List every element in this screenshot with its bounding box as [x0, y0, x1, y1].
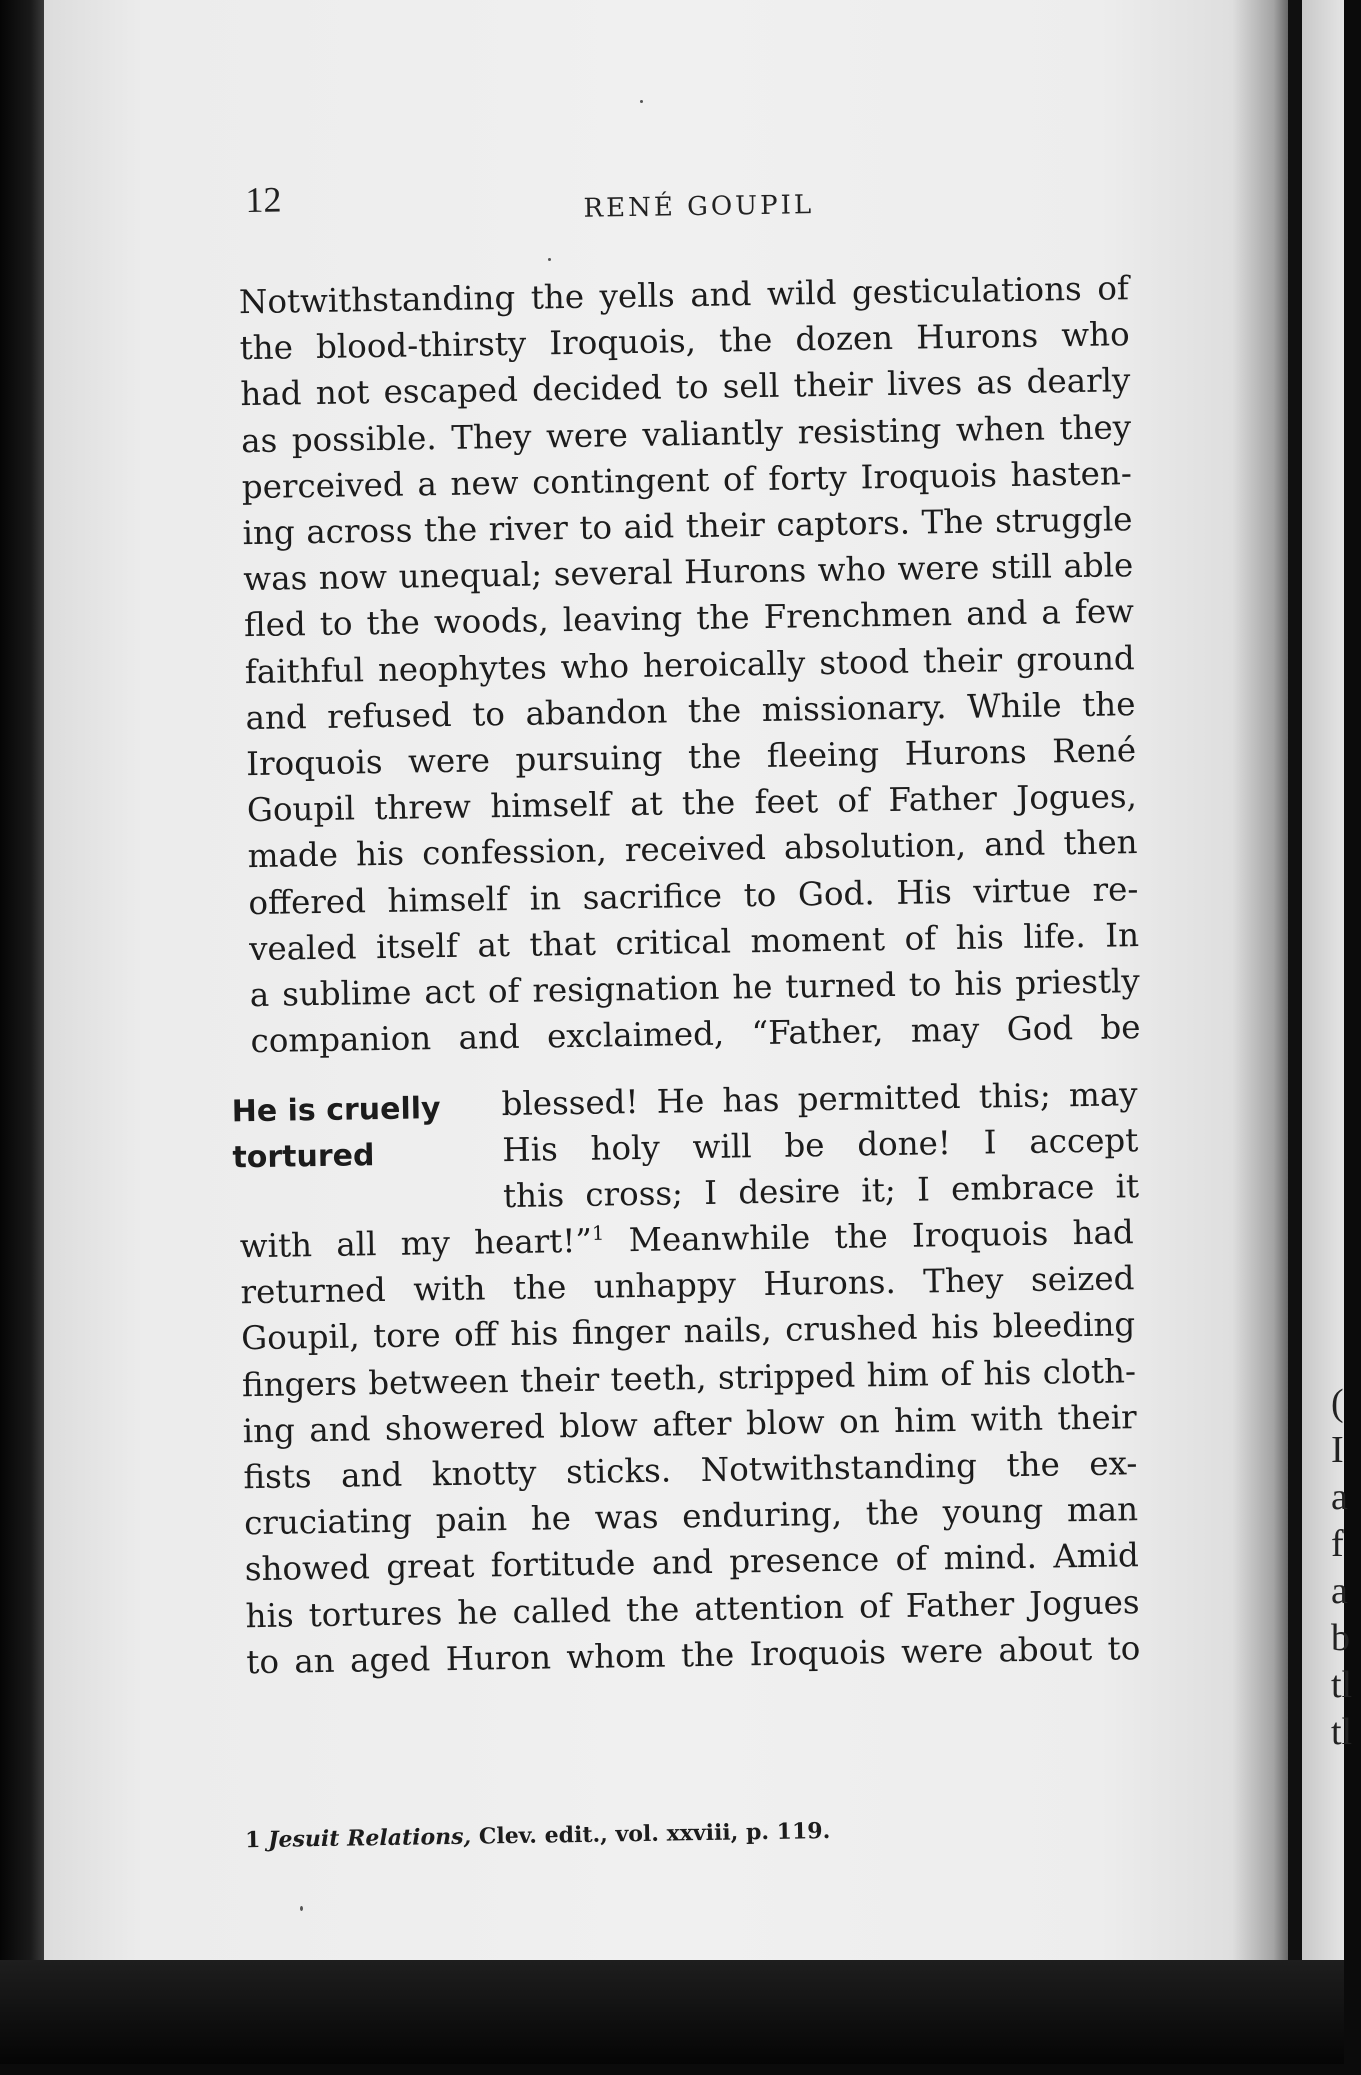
text-line: returned with the unhappy Hurons. They seized	[240, 1259, 1135, 1312]
footnote	[245, 1818, 831, 1853]
scan-speck	[548, 258, 551, 261]
page-number: 12	[245, 179, 282, 221]
next-page-fragment: f	[1331, 1523, 1344, 1565]
text-line: Goupil threw himself at the feet of Father Jogues,	[246, 777, 1138, 830]
text-line: fled to the woods, leaving the Frenchmen and a few	[243, 592, 1135, 645]
scan-speck	[300, 1906, 303, 1911]
text-line: his tortures he called the attention of Father Jogues	[245, 1582, 1140, 1635]
text-line: fingers between their teeth, stripped him of his cloth-	[241, 1351, 1137, 1404]
footnote-reference: 1	[591, 1221, 605, 1245]
text-line: Iroquois were pursuing the fleeing Hurons René	[245, 731, 1137, 784]
text-line: cruciating pain he was enduring, the young man	[243, 1490, 1139, 1543]
margin-note-line: He is cruelly	[231, 1091, 441, 1130]
text-line: ing and showered blow after blow on him with their	[242, 1398, 1137, 1451]
text-line: ing across the river to aid their captors. The struggle	[242, 500, 1133, 553]
margin-note-line: tortured	[232, 1138, 375, 1176]
text-line: showed great fortitude and presence of mind. Amid	[244, 1536, 1140, 1589]
paragraph-bottom	[239, 1209, 1140, 1685]
text-line: this cross; I desire it; I embrace it	[502, 1167, 1140, 1216]
paragraph-top	[239, 265, 1141, 1064]
text-fragment: with all my heart!”	[239, 1221, 593, 1266]
text-line: to an aged Huron whom the Iroquois were about to	[246, 1628, 1141, 1682]
text-fragment: Meanwhile the Iroquois had	[604, 1213, 1134, 1260]
next-page-fragment: tl	[1331, 1664, 1353, 1706]
next-page-fragment: a	[1331, 1570, 1348, 1612]
text-line: as possible. They were valiantly resisting when they	[240, 407, 1132, 460]
text-line: vealed itself at that critical moment of his life. In	[248, 915, 1140, 968]
next-page-fragment: I	[1331, 1429, 1344, 1471]
notched-text-lines	[501, 1071, 1139, 1220]
text-line: offered himself in sacrifice to God. His virtue re-	[248, 869, 1139, 922]
text-line: faithful neophytes who heroically stood their ground	[244, 638, 1135, 691]
text-line: was now unequal; several Hurons who were still able	[243, 546, 1134, 599]
text-line: perceived a new contingent of forty Iroquois hasten-	[241, 453, 1133, 506]
footnote-citation: Clev. edit., vol. xxviii, p. 119.	[478, 1818, 831, 1850]
text-line: Goupil, tore off his finger nails, crushed his bleeding	[240, 1305, 1136, 1358]
text-line: made his confession, received absolution, and then	[247, 823, 1138, 876]
text-line: the blood-thirsty Iroquois, the dozen Hurons who	[239, 315, 1130, 368]
running-head: RENÉ GOUPIL	[583, 190, 815, 224]
text-line: a sublime act of resignation he turned to his priestly	[249, 962, 1141, 1015]
margin-note	[231, 1086, 441, 1181]
next-page-fragment: tl	[1331, 1711, 1353, 1753]
next-page-fragment: (	[1331, 1382, 1344, 1424]
text-line: Notwithstanding the yells and wild gesticulations of	[238, 269, 1130, 322]
next-page-fragment: a	[1331, 1476, 1348, 1518]
footnote-number: 1	[244, 1827, 261, 1854]
text-line: and refused to abandon the missionary. While the	[245, 684, 1136, 737]
text-line: blessed! He has permitted this; may	[501, 1075, 1138, 1124]
text-line: fists and knotty sticks. Notwithstanding the ex-	[243, 1444, 1138, 1497]
scan-speck	[640, 100, 643, 103]
next-page-fragment: b	[1331, 1617, 1350, 1659]
text-line: had not escaped decided to sell their lives as dearly	[240, 361, 1131, 414]
footnote-title: Jesuit Relations,	[267, 1823, 472, 1853]
text-line: His holy will be done! I accept	[502, 1121, 1139, 1170]
text-line: companion and exclaimed, “Father, may God be	[250, 1008, 1141, 1061]
